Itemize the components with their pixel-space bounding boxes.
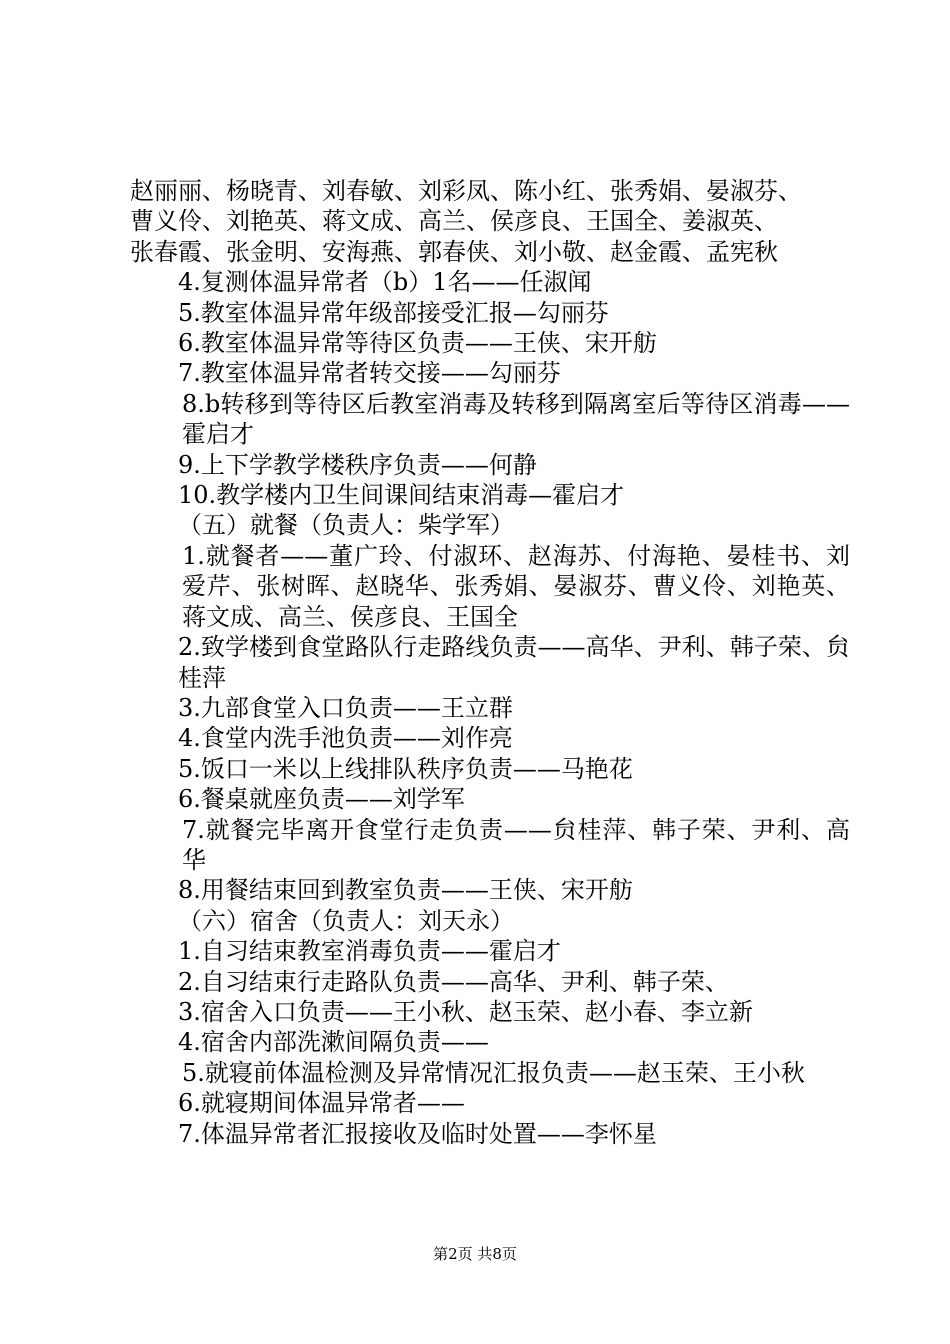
text-line: 张春霞、张金明、安海燕、郭春侠、刘小敬、赵金霞、孟宪秋	[130, 237, 778, 266]
list-item: 8.b转移到等待区后教室消毒及转移到隔离室后等待区消毒——霍启才	[182, 389, 850, 449]
list-item: 3.宿舍入口负责——王小秋、赵玉荣、赵小春、李立新	[178, 997, 753, 1026]
list-item: 10.教学楼内卫生间课间结束消毒—霍启才	[178, 481, 625, 510]
list-item: 4.食堂内洗手池负责——刘作亮	[178, 724, 513, 753]
list-item: 6.教室体温异常等待区负责——王侠、宋开舫	[178, 329, 657, 358]
list-item: 5.就寝前体温检测及异常情况汇报负责——赵玉荣、王小秋	[182, 1058, 805, 1087]
list-item: 2.致学楼到食堂路队行走路线负责——高华、尹利、韩子荣、贠桂萍	[178, 633, 850, 692]
list-item: 6.就寝期间体温异常者——	[178, 1089, 465, 1118]
list-item: 7.就餐完毕离开食堂行走负责——贠桂萍、韩子荣、尹利、高华	[182, 815, 850, 874]
list-item: 5.饭口一米以上线排队秩序负责——马艳花	[178, 754, 633, 783]
list-item: 8.用餐结束回到教室负责——王侠、宋开舫	[178, 876, 633, 905]
section-heading: （五）就餐（负责人：柴学军）	[178, 511, 514, 540]
document-body	[130, 176, 850, 1149]
page-footer: 第2页 共8页	[433, 1245, 517, 1263]
list-item: 5.教室体温异常年级部接受汇报—勾丽芬	[178, 298, 609, 327]
list-item: 3.九部食堂入口负责——王立群	[178, 693, 513, 722]
list-item: 9.上下学教学楼秩序负责——何静	[178, 450, 537, 479]
list-item: 1.就餐者——董广玲、付淑环、赵海苏、付海艳、晏桂书、刘爱芹、张树晖、赵晓华、张秀娟、晏淑芬、曹义伶、刘艳英、蒋文成、高兰、侯彦良、王国全	[182, 541, 850, 631]
list-item: 6.餐桌就座负责——刘学军	[178, 785, 465, 814]
list-item: 7.体温异常者汇报接收及临时处置——李怀星	[178, 1119, 657, 1148]
list-item: 4.宿舍内部洗漱间隔负责——	[178, 1028, 489, 1057]
list-item: 4.复测体温异常者（b）1名——任淑闻	[178, 268, 592, 297]
section-heading: （六）宿舍（负责人：刘天永）	[178, 906, 514, 935]
list-item: 7.教室体温异常者转交接——勾丽芬	[178, 359, 561, 388]
text-line: 赵丽丽、杨晓青、刘春敏、刘彩凤、陈小红、张秀娟、晏淑芬、	[130, 177, 802, 205]
text-line: 曹义伶、刘艳英、蒋文成、高兰、侯彦良、王国全、姜淑英、	[130, 207, 778, 236]
list-item: 1.自习结束教室消毒负责——霍启才	[178, 937, 561, 966]
list-item: 2.自习结束行走路队负责——高华、尹利、韩子荣、	[178, 967, 729, 996]
